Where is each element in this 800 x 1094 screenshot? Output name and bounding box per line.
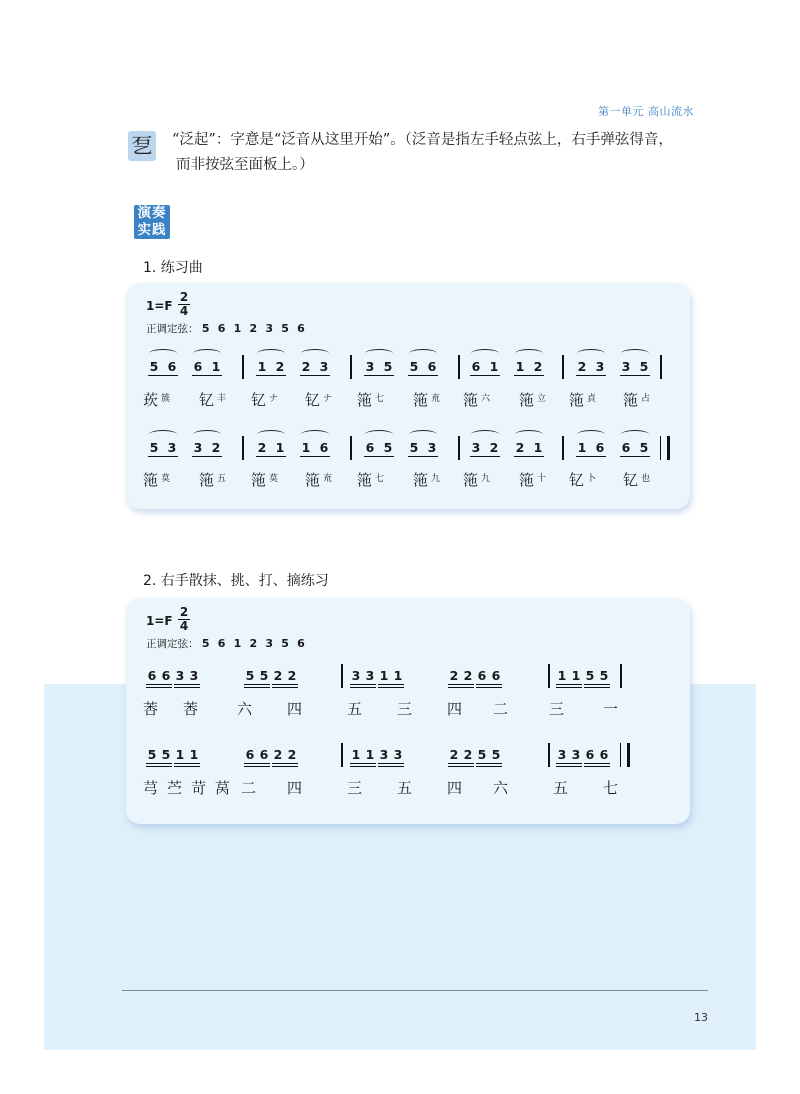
barline [242, 436, 244, 460]
tablature-glyph: 四 [447, 779, 463, 797]
time-signature [178, 292, 190, 317]
beat-underline [556, 684, 582, 685]
note: 6 [259, 747, 269, 762]
tablature-subscript: 貞 [587, 394, 597, 404]
beat-underline [448, 763, 474, 764]
beat-underline [148, 456, 178, 457]
note: 3 [621, 359, 631, 374]
note: 2 [301, 359, 311, 374]
note: 2 [273, 747, 283, 762]
beat-underline [378, 684, 404, 685]
note: 1 [275, 440, 285, 455]
final-barline [660, 436, 670, 460]
note: 5 [585, 668, 595, 683]
practice-badge-line-2: 实践 [137, 222, 167, 238]
notation-icon: 乭 [128, 131, 156, 161]
tablature-subscript: 莫 [161, 474, 171, 484]
tablature-glyph: 五 [553, 779, 569, 797]
note: 6 [245, 747, 255, 762]
beat-underline [476, 763, 502, 764]
note: 2 [211, 440, 221, 455]
note-line-2: 而非按弦至面板上。） [176, 157, 314, 173]
note: 5 [409, 359, 419, 374]
slur [621, 430, 649, 439]
beat-underline [174, 763, 200, 764]
note: 3 [595, 359, 605, 374]
tablature-glyph: 莰 [143, 391, 159, 409]
barline [548, 664, 550, 688]
beat-underline [514, 456, 544, 457]
tablature-glyph: 筂 [357, 391, 373, 409]
beat-underline [146, 766, 172, 767]
note: 6 [585, 747, 595, 762]
section-1-title: 1. 练习曲 [143, 260, 203, 276]
tuning-label: 正调定弦： [146, 638, 199, 650]
barline [458, 436, 460, 460]
slur [193, 430, 221, 439]
tablature-glyph: 四 [287, 700, 303, 718]
note: 5 [639, 359, 649, 374]
beat-underline [192, 456, 222, 457]
tablature-glyph: 筂 [569, 391, 585, 409]
meter-bottom: 4 [179, 619, 189, 633]
note: 1 [257, 359, 267, 374]
tablature-glyph: 莕 [183, 700, 199, 718]
note: 2 [275, 359, 285, 374]
note: 5 [147, 747, 157, 762]
note: 6 [319, 440, 329, 455]
slur [257, 430, 285, 439]
tablature-subscript: 立 [537, 394, 547, 404]
note: 6 [161, 668, 171, 683]
note: 2 [449, 668, 459, 683]
beat-underline [448, 684, 474, 685]
tablature-glyph: 钇 [305, 391, 321, 409]
beat-underline [300, 456, 330, 457]
note: 3 [365, 668, 375, 683]
practice-badge [134, 205, 170, 239]
note: 6 [621, 440, 631, 455]
barline [548, 743, 550, 767]
barline [242, 355, 244, 379]
beat-underline [174, 766, 200, 767]
score-1-row-1-tablature [126, 385, 690, 415]
slur [515, 349, 543, 358]
beat-underline [584, 763, 610, 764]
tablature-glyph: 筂 [463, 391, 479, 409]
tablature-glyph: 五 [347, 700, 363, 718]
beat-underline [556, 766, 582, 767]
time-signature [178, 607, 190, 632]
note: 3 [319, 359, 329, 374]
tablature-glyph: 二 [493, 700, 509, 718]
note: 3 [557, 747, 567, 762]
tablature-glyph: 钇 [569, 471, 585, 489]
tablature-glyph: 苎 [167, 779, 183, 797]
note: 2 [273, 668, 283, 683]
note: 3 [189, 668, 199, 683]
tuning [146, 321, 307, 336]
page-header [598, 103, 694, 119]
tablature-subscript: 五 [217, 474, 227, 484]
note: 5 [149, 440, 159, 455]
score-2-row-1-tablature [126, 694, 690, 724]
beat-underline [584, 766, 610, 767]
beat-underline [408, 375, 438, 376]
note: 2 [257, 440, 267, 455]
note: 5 [149, 359, 159, 374]
beat-underline [556, 763, 582, 764]
score-1-row-1-notes [126, 355, 690, 385]
beat-underline [256, 375, 286, 376]
note: 6 [599, 747, 609, 762]
tablature-subscript: 卜 [587, 474, 597, 484]
score-2-row-2-notes [126, 743, 690, 773]
note: 1 [533, 440, 543, 455]
note: 5 [383, 359, 393, 374]
slur [257, 349, 285, 358]
tablature-subscript: 㐬 [431, 394, 441, 404]
note: 1 [365, 747, 375, 762]
tablature-glyph: 筂 [305, 471, 321, 489]
tablature-subscript: 㐬 [323, 474, 333, 484]
beat-underline [272, 684, 298, 685]
note: 1 [577, 440, 587, 455]
beat-underline [256, 456, 286, 457]
slur [409, 430, 437, 439]
beat-underline [272, 687, 298, 688]
beat-underline [584, 684, 610, 685]
slur [409, 349, 437, 358]
beat-underline [244, 766, 270, 767]
note: 6 [167, 359, 177, 374]
beat-underline [408, 456, 438, 457]
note: 1 [393, 668, 403, 683]
slur [301, 349, 329, 358]
barline [620, 664, 622, 688]
note: 6 [477, 668, 487, 683]
tablature-glyph: 钇 [251, 391, 267, 409]
practice-badge-line-1: 演奏 [137, 205, 167, 221]
footer-rule [122, 990, 708, 991]
tablature-glyph: 筂 [199, 471, 215, 489]
beat-underline [364, 456, 394, 457]
tablature-glyph: 钇 [199, 391, 215, 409]
tablature-glyph: 筂 [519, 471, 535, 489]
note: 1 [379, 668, 389, 683]
beat-underline [378, 763, 404, 764]
note: 1 [515, 359, 525, 374]
tablature-subscript: 簇 [161, 394, 171, 404]
tablature-subscript: 九 [481, 474, 491, 484]
beat-underline [174, 684, 200, 685]
score-1-row-2-tablature [126, 465, 690, 495]
score-1-row-2-notes [126, 436, 690, 466]
note: 3 [571, 747, 581, 762]
note: 1 [557, 668, 567, 683]
slur [193, 349, 221, 358]
note: 3 [167, 440, 177, 455]
beat-underline [244, 684, 270, 685]
note: 6 [491, 668, 501, 683]
key-signature: 1=F [146, 614, 173, 628]
barline [350, 355, 352, 379]
meter-top: 2 [179, 605, 189, 619]
tablature-subscript: 也 [641, 474, 651, 484]
meter-top: 2 [179, 290, 189, 304]
score-2-row-2-tablature [126, 773, 690, 803]
key-signature: 1=F [146, 299, 173, 313]
barline [562, 436, 564, 460]
beat-underline [476, 684, 502, 685]
tuning-notes: 5 6 1 2 3 5 6 [201, 322, 307, 335]
unit-title: 高山流水 [648, 105, 694, 118]
beat-underline [470, 375, 500, 376]
beat-underline [350, 763, 376, 764]
note: 1 [301, 440, 311, 455]
beat-underline [514, 375, 544, 376]
beat-underline [470, 456, 500, 457]
note: 2 [533, 359, 543, 374]
section-2-title: 2. 右手散抹、挑、打、摘练习 [143, 573, 329, 589]
note: 1 [211, 359, 221, 374]
note: 2 [287, 747, 297, 762]
tablature-subscript: 六 [481, 394, 491, 404]
note: 2 [489, 440, 499, 455]
beat-underline [146, 763, 172, 764]
beat-underline [146, 684, 172, 685]
note: 5 [383, 440, 393, 455]
tablature-glyph: 一 [603, 700, 619, 718]
note: 6 [427, 359, 437, 374]
note: 3 [393, 747, 403, 762]
beat-underline [378, 766, 404, 767]
note: 3 [379, 747, 389, 762]
tablature-subscript: 九 [431, 474, 441, 484]
tablature-glyph: 钇 [623, 471, 639, 489]
note: 3 [365, 359, 375, 374]
tablature-glyph: 六 [237, 700, 253, 718]
beat-underline [364, 375, 394, 376]
note: 2 [287, 668, 297, 683]
tablature-glyph: 四 [447, 700, 463, 718]
beat-underline [620, 375, 650, 376]
note: 2 [577, 359, 587, 374]
tablature-glyph: 筂 [251, 471, 267, 489]
tablature-subscript: ナ [269, 394, 279, 404]
tablature-glyph: 四 [287, 779, 303, 797]
note: 3 [427, 440, 437, 455]
barline [562, 355, 564, 379]
beat-underline [378, 687, 404, 688]
slur [471, 430, 499, 439]
tablature-subscript: 十 [537, 474, 547, 484]
tuning-label: 正调定弦： [146, 323, 199, 335]
tablature-subscript: 莫 [269, 474, 279, 484]
tablature-subscript: ナ [323, 394, 333, 404]
tablature-glyph: 六 [493, 779, 509, 797]
beat-underline [244, 687, 270, 688]
note: 2 [463, 668, 473, 683]
beat-underline [350, 687, 376, 688]
beat-underline [148, 375, 178, 376]
slur [365, 349, 393, 358]
tablature-glyph: 筂 [413, 391, 429, 409]
beat-underline [620, 456, 650, 457]
beat-underline [300, 375, 330, 376]
tuning-notes: 5 6 1 2 3 5 6 [201, 637, 307, 650]
tablature-subscript: 丰 [217, 394, 227, 404]
note-line-1: “泛起”：字意是“泛音从这里开始”。（泛音是指左手轻点弦上，右手弹弦得音， [172, 132, 673, 148]
beat-underline [448, 687, 474, 688]
tablature-glyph: 三 [549, 700, 565, 718]
slur [365, 430, 393, 439]
note: 6 [595, 440, 605, 455]
note: 1 [571, 668, 581, 683]
tablature-subscript: 占 [641, 394, 651, 404]
note: 5 [409, 440, 419, 455]
final-barline [620, 743, 630, 767]
beat-underline [584, 687, 610, 688]
tablature-glyph: 筂 [413, 471, 429, 489]
tablature-glyph: 三 [347, 779, 363, 797]
beat-underline [146, 687, 172, 688]
slur [577, 349, 605, 358]
slur [621, 349, 649, 358]
score-card-1 [126, 283, 690, 509]
score-2-row-1-notes [126, 664, 690, 694]
note: 5 [245, 668, 255, 683]
note: 6 [193, 359, 203, 374]
tablature-glyph: 筂 [623, 391, 639, 409]
note: 6 [365, 440, 375, 455]
meter-bottom: 4 [179, 304, 189, 318]
beat-underline [576, 375, 606, 376]
note: 5 [259, 668, 269, 683]
score-card-2 [126, 598, 690, 824]
slur [301, 430, 329, 439]
note: 5 [639, 440, 649, 455]
beat-underline [192, 375, 222, 376]
note: 3 [175, 668, 185, 683]
tablature-subscript: 七 [375, 394, 385, 404]
note: 3 [471, 440, 481, 455]
beat-underline [174, 687, 200, 688]
note: 5 [477, 747, 487, 762]
beat-underline [244, 763, 270, 764]
note: 3 [351, 668, 361, 683]
slur [577, 430, 605, 439]
beat-underline [272, 763, 298, 764]
slur [515, 430, 543, 439]
note: 2 [449, 747, 459, 762]
beat-underline [476, 766, 502, 767]
barline [350, 436, 352, 460]
beat-underline [350, 766, 376, 767]
slur [471, 349, 499, 358]
tablature-glyph: 莴 [215, 779, 231, 797]
barline [341, 664, 343, 688]
note: 5 [491, 747, 501, 762]
tablature-glyph: 二 [241, 779, 257, 797]
tablature-glyph: 筂 [143, 471, 159, 489]
note-text [172, 128, 702, 178]
tablature-glyph: 芎 [143, 779, 159, 797]
barline [660, 355, 662, 379]
note: 3 [193, 440, 203, 455]
note: 1 [189, 747, 199, 762]
slur [149, 430, 177, 439]
note: 2 [463, 747, 473, 762]
note: 5 [161, 747, 171, 762]
tuning [146, 636, 307, 651]
tablature-glyph: 筂 [357, 471, 373, 489]
tablature-glyph: 五 [397, 779, 413, 797]
unit-label: 第一单元 [598, 105, 644, 118]
barline [458, 355, 460, 379]
note: 5 [599, 668, 609, 683]
beat-underline [350, 684, 376, 685]
tablature-glyph: 筂 [519, 391, 535, 409]
tablature-glyph: 莕 [143, 700, 159, 718]
page-number: 13 [694, 1011, 708, 1024]
note: 1 [351, 747, 361, 762]
beat-underline [556, 687, 582, 688]
note: 6 [471, 359, 481, 374]
beat-underline [576, 456, 606, 457]
tablature-glyph: 筂 [463, 471, 479, 489]
beat-underline [476, 687, 502, 688]
tablature-glyph: 三 [397, 700, 413, 718]
note: 2 [515, 440, 525, 455]
note: 1 [489, 359, 499, 374]
tablature-subscript: 七 [375, 474, 385, 484]
beat-underline [272, 766, 298, 767]
slur [149, 349, 177, 358]
tablature-glyph: 七 [603, 779, 619, 797]
beat-underline [448, 766, 474, 767]
note: 6 [147, 668, 157, 683]
tablature-glyph: 苛 [191, 779, 207, 797]
barline [341, 743, 343, 767]
note: 1 [175, 747, 185, 762]
